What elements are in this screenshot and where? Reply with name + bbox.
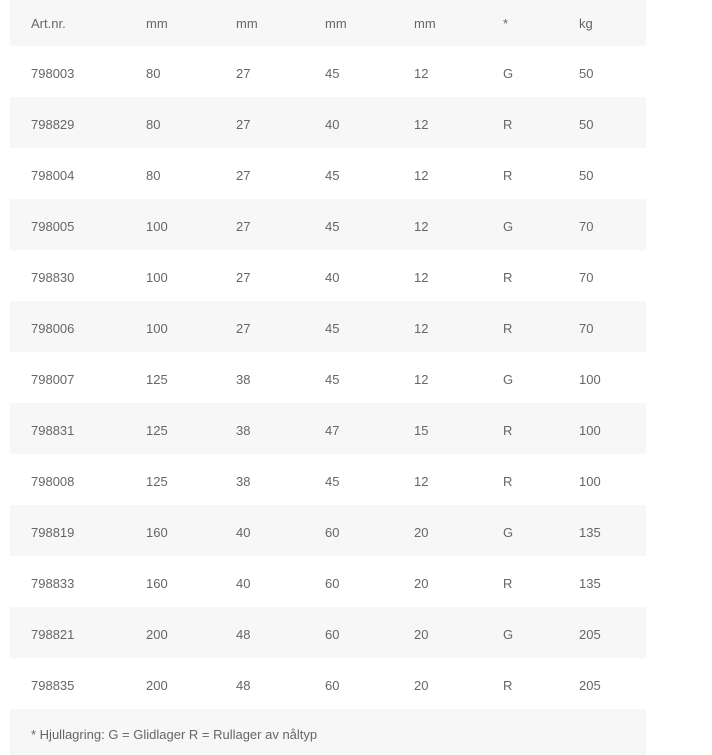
cell-kg: 100 bbox=[579, 371, 601, 387]
table-row bbox=[10, 97, 646, 148]
cell-mm-4: 12 bbox=[414, 65, 429, 81]
cell-art-nr: 798005 bbox=[31, 218, 75, 234]
table-row bbox=[10, 403, 646, 454]
cell-mm-1: 200 bbox=[146, 677, 168, 693]
cell-kg: 50 bbox=[579, 116, 594, 132]
cell-bearing: R bbox=[503, 269, 513, 285]
cell-bearing: G bbox=[503, 626, 514, 642]
cell-mm-3: 45 bbox=[325, 320, 340, 336]
product-spec-table bbox=[10, 0, 646, 709]
cell-mm-2: 48 bbox=[236, 626, 251, 642]
cell-bearing: R bbox=[503, 575, 513, 591]
cell-mm-4: 12 bbox=[414, 218, 429, 234]
table-row bbox=[10, 607, 646, 658]
cell-art-nr: 798831 bbox=[31, 422, 75, 438]
cell-art-nr: 798830 bbox=[31, 269, 75, 285]
cell-art-nr: 798819 bbox=[31, 524, 75, 540]
cell-mm-4: 12 bbox=[414, 371, 429, 387]
cell-mm-1: 160 bbox=[146, 575, 168, 591]
cell-art-nr: 798835 bbox=[31, 677, 75, 693]
header-bearing: * bbox=[503, 15, 509, 31]
table-body bbox=[10, 46, 646, 709]
cell-bearing: R bbox=[503, 116, 513, 132]
table-row bbox=[10, 46, 646, 97]
cell-bearing: G bbox=[503, 371, 514, 387]
cell-mm-2: 27 bbox=[236, 269, 251, 285]
table-row bbox=[10, 148, 646, 199]
cell-mm-1: 125 bbox=[146, 371, 168, 387]
cell-kg: 50 bbox=[579, 65, 594, 81]
cell-art-nr: 798829 bbox=[31, 116, 75, 132]
cell-kg: 205 bbox=[579, 626, 601, 642]
cell-bearing: R bbox=[503, 167, 513, 183]
cell-mm-4: 20 bbox=[414, 626, 429, 642]
cell-art-nr: 798004 bbox=[31, 167, 75, 183]
cell-mm-2: 27 bbox=[236, 167, 251, 183]
cell-mm-3: 40 bbox=[325, 269, 340, 285]
header-mm-4: mm bbox=[414, 15, 436, 31]
cell-art-nr: 798006 bbox=[31, 320, 75, 336]
cell-mm-1: 100 bbox=[146, 320, 168, 336]
table-row bbox=[10, 454, 646, 505]
cell-mm-2: 27 bbox=[236, 65, 251, 81]
cell-mm-2: 40 bbox=[236, 524, 251, 540]
cell-mm-1: 80 bbox=[146, 116, 161, 132]
header-mm-1: mm bbox=[146, 15, 168, 31]
header-art-nr: Art.nr. bbox=[31, 15, 66, 31]
cell-mm-2: 40 bbox=[236, 575, 251, 591]
cell-mm-2: 48 bbox=[236, 677, 251, 693]
cell-mm-3: 60 bbox=[325, 524, 340, 540]
cell-art-nr: 798007 bbox=[31, 371, 75, 387]
cell-mm-1: 100 bbox=[146, 269, 168, 285]
header-row bbox=[10, 0, 646, 46]
cell-mm-2: 27 bbox=[236, 218, 251, 234]
cell-kg: 70 bbox=[579, 320, 594, 336]
cell-mm-1: 80 bbox=[146, 167, 161, 183]
table-row bbox=[10, 352, 646, 403]
cell-mm-2: 38 bbox=[236, 422, 251, 438]
cell-mm-4: 20 bbox=[414, 677, 429, 693]
cell-mm-4: 12 bbox=[414, 473, 429, 489]
cell-mm-3: 47 bbox=[325, 422, 340, 438]
cell-mm-1: 125 bbox=[146, 422, 168, 438]
cell-mm-3: 45 bbox=[325, 371, 340, 387]
table-header bbox=[10, 0, 646, 46]
cell-bearing: G bbox=[503, 524, 514, 540]
cell-mm-4: 15 bbox=[414, 422, 429, 438]
table-row bbox=[10, 301, 646, 352]
cell-mm-3: 40 bbox=[325, 116, 340, 132]
cell-mm-1: 200 bbox=[146, 626, 168, 642]
cell-mm-3: 45 bbox=[325, 218, 340, 234]
cell-art-nr: 798008 bbox=[31, 473, 75, 489]
cell-bearing: G bbox=[503, 65, 514, 81]
cell-mm-1: 80 bbox=[146, 65, 161, 81]
cell-kg: 100 bbox=[579, 422, 601, 438]
cell-kg: 70 bbox=[579, 218, 594, 234]
cell-mm-4: 20 bbox=[414, 524, 429, 540]
product-spec-table-container bbox=[10, 0, 646, 755]
cell-mm-4: 12 bbox=[414, 116, 429, 132]
cell-mm-1: 100 bbox=[146, 218, 168, 234]
cell-mm-4: 20 bbox=[414, 575, 429, 591]
cell-kg: 205 bbox=[579, 677, 601, 693]
header-kg: kg bbox=[579, 15, 593, 31]
cell-kg: 135 bbox=[579, 575, 601, 591]
cell-mm-3: 45 bbox=[325, 473, 340, 489]
cell-mm-3: 45 bbox=[325, 65, 340, 81]
table-row bbox=[10, 556, 646, 607]
cell-mm-4: 12 bbox=[414, 167, 429, 183]
table-row bbox=[10, 250, 646, 301]
cell-kg: 135 bbox=[579, 524, 601, 540]
cell-bearing: R bbox=[503, 677, 513, 693]
cell-mm-1: 125 bbox=[146, 473, 168, 489]
header-mm-3: mm bbox=[325, 15, 347, 31]
bearing-footnote: * Hjullagring: G = Glidlager R = Rullager av nåltyp bbox=[10, 709, 646, 755]
cell-kg: 50 bbox=[579, 167, 594, 183]
cell-mm-4: 12 bbox=[414, 269, 429, 285]
table-row bbox=[10, 199, 646, 250]
cell-kg: 70 bbox=[579, 269, 594, 285]
cell-bearing: R bbox=[503, 422, 513, 438]
cell-mm-2: 38 bbox=[236, 473, 251, 489]
cell-mm-3: 60 bbox=[325, 626, 340, 642]
cell-mm-1: 160 bbox=[146, 524, 168, 540]
cell-mm-3: 45 bbox=[325, 167, 340, 183]
cell-bearing: G bbox=[503, 218, 514, 234]
cell-bearing: R bbox=[503, 473, 513, 489]
header-mm-2: mm bbox=[236, 15, 258, 31]
cell-mm-4: 12 bbox=[414, 320, 429, 336]
cell-bearing: R bbox=[503, 320, 513, 336]
cell-mm-2: 38 bbox=[236, 371, 251, 387]
cell-mm-3: 60 bbox=[325, 575, 340, 591]
table-row bbox=[10, 505, 646, 556]
cell-art-nr: 798003 bbox=[31, 65, 75, 81]
cell-art-nr: 798833 bbox=[31, 575, 75, 591]
table-row bbox=[10, 658, 646, 709]
cell-mm-2: 27 bbox=[236, 116, 251, 132]
cell-kg: 100 bbox=[579, 473, 601, 489]
cell-mm-3: 60 bbox=[325, 677, 340, 693]
cell-mm-2: 27 bbox=[236, 320, 251, 336]
cell-art-nr: 798821 bbox=[31, 626, 75, 642]
